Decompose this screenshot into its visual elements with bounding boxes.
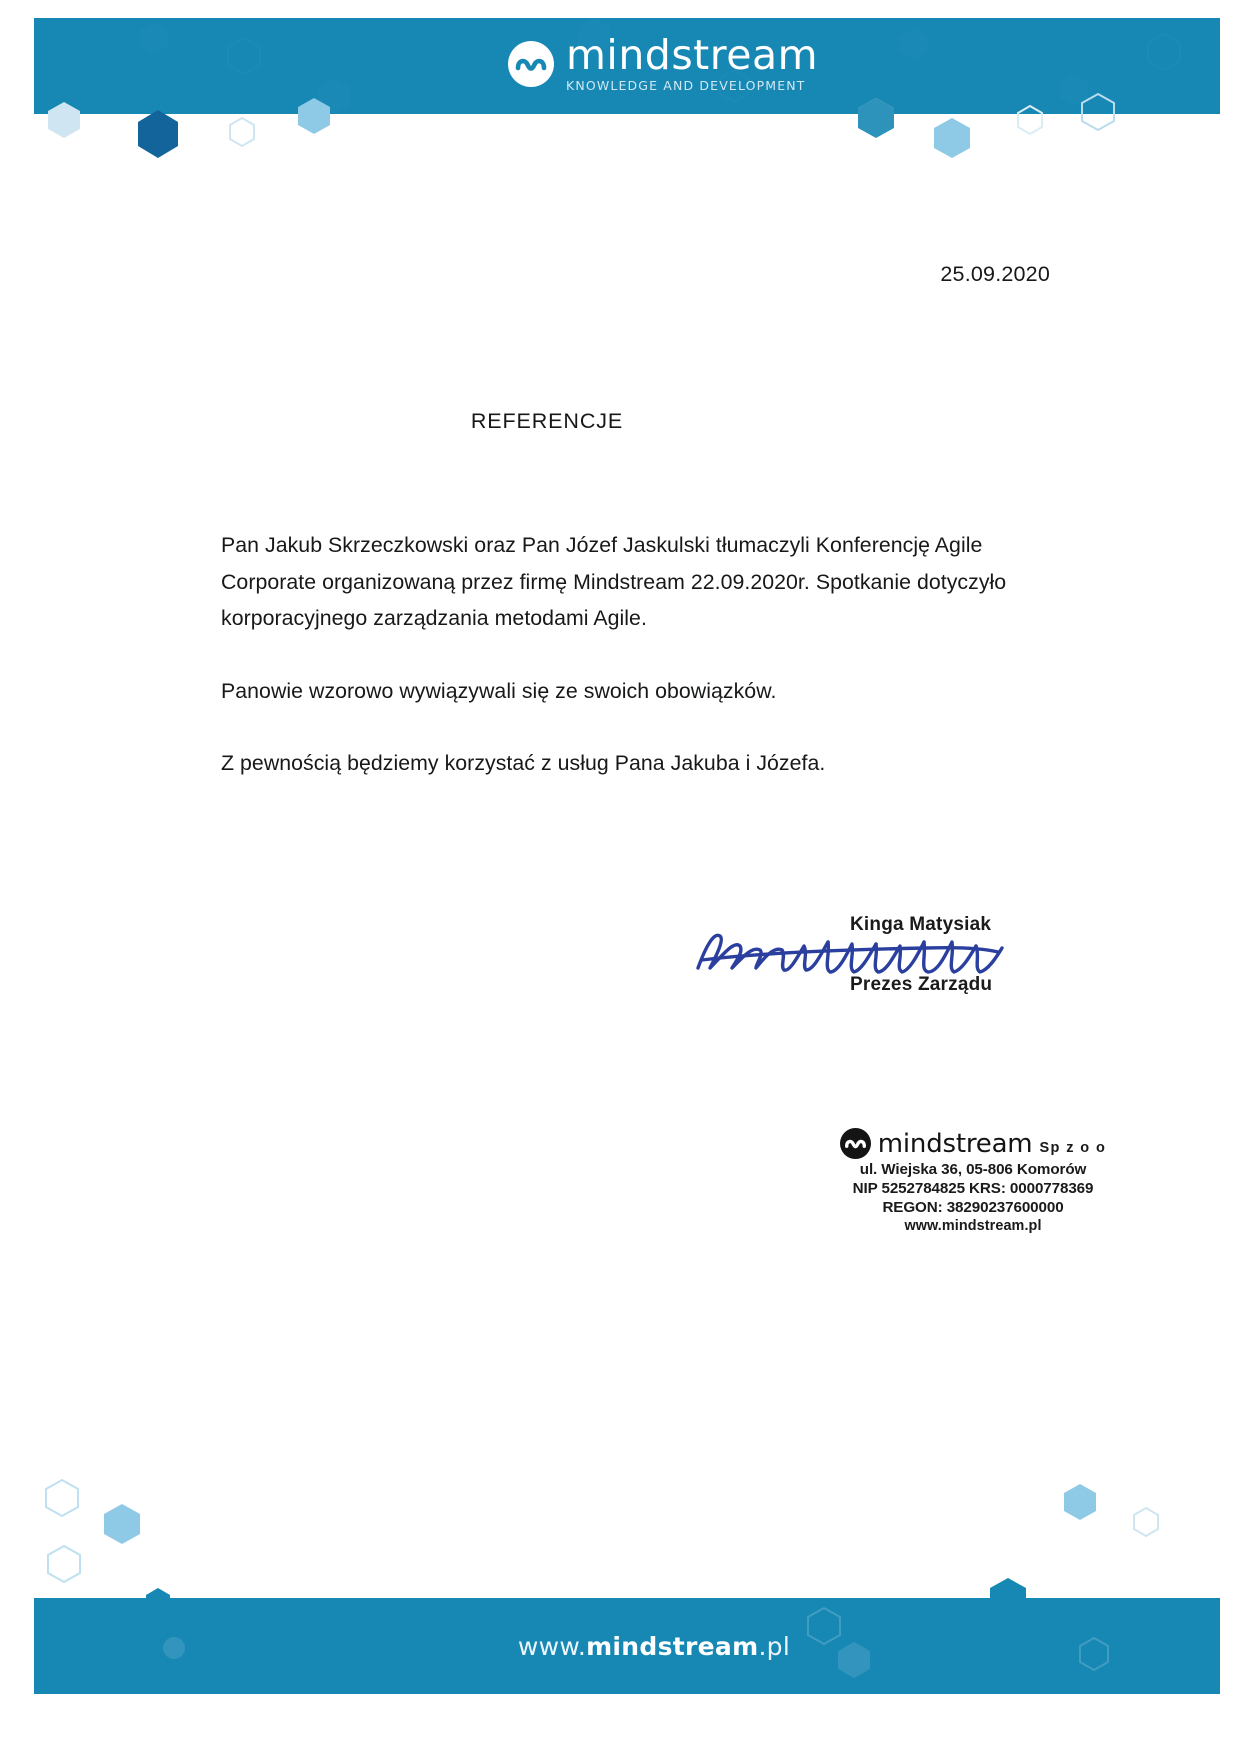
page-title: REFERENCJE — [470, 409, 624, 433]
signer-role: Prezes Zarządu — [850, 974, 993, 995]
footer-url-prefix: www. — [517, 1631, 587, 1661]
mindstream-wave-logo-icon — [508, 41, 554, 87]
stamp-nip-krs: NIP 5252784825 KRS: 0000778369 — [852, 1180, 1094, 1197]
header-hex-decor-left — [30, 88, 360, 178]
logo-wordmark: mindstream — [565, 31, 819, 80]
footer-hex-decor-right — [900, 1470, 1230, 1605]
stamp-legal-form: Sp z o o — [1039, 1140, 1107, 1156]
document-date: 25.09.2020 — [940, 262, 1050, 286]
stamp-website: www.mindstream.pl — [904, 1218, 1042, 1234]
mindstream-wave-logo-icon — [840, 1128, 871, 1159]
stamp-company-name: mindstream — [877, 1128, 1033, 1159]
footer-url-brand: mindstream — [586, 1631, 759, 1661]
signature-block — [690, 900, 1110, 1030]
paragraph: Pan Jakub Skrzeczkowski oraz Pan Józef Jaskulski tłumaczyli Konferencję Agile Corporate organizowaną przez firmę Mindstream 22.09.2020r. Spotkanie dotyczyło korporacyjnego zarządzania metodami Agile. — [221, 533, 1007, 630]
paragraph: Z pewnością będziemy korzystać z usług Pana Jakuba i Józefa. — [221, 751, 826, 775]
document-body — [221, 527, 1081, 782]
stamp-address: ul. Wiejska 36, 05-806 Komorów — [859, 1161, 1087, 1178]
footer-website-link[interactable] — [61, 1598, 1220, 1694]
company-stamp — [838, 1128, 1108, 1234]
stamp-regon: REGON: 38290237600000 — [882, 1199, 1064, 1216]
signer-name: Kinga Matysiak — [850, 914, 992, 935]
footer-hex-decor-left — [34, 1470, 294, 1600]
header-hex-decor-right — [830, 88, 1230, 188]
logo-tagline: KNOWLEDGE AND DEVELOPMENT — [565, 78, 806, 94]
footer-band — [34, 1598, 1220, 1694]
paragraph: Panowie wzorowo wywiązywali się ze swoich obowiązków. — [221, 678, 777, 703]
footer-url-suffix: .pl — [758, 1631, 791, 1661]
